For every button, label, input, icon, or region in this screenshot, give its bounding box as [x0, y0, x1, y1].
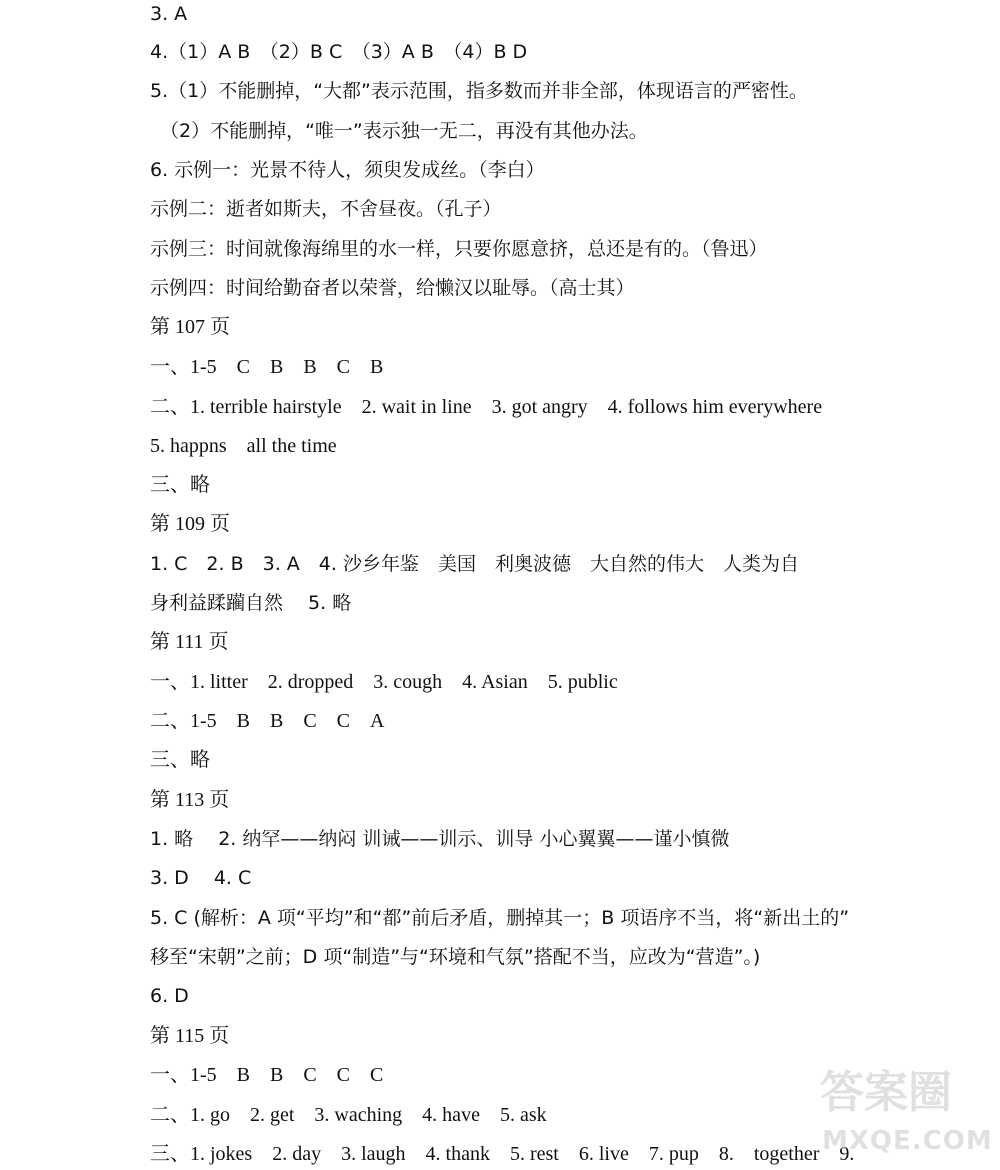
answer-line-107-3: 三、略 [150, 474, 210, 496]
example-line-4: 示例四：时间给勤奋者以荣誉，给懒汉以耻辱。（高士其） [150, 277, 635, 299]
answer-line-113-3: 3. D 4. C [150, 867, 252, 889]
answer-line-113-6: 6. D [150, 985, 189, 1007]
answer-line-113-5b: 移至“宋朝”之前；D 项“制造”与“环境和气氛”搭配不当，应改为“营造”。) [150, 946, 761, 968]
answer-line-113-5: 5. C (解析：A 项“平均”和“都”前后矛盾，删掉其一；B 项语序不当，将“新出土的” [150, 907, 850, 929]
page-heading-113: 第 113 页 [150, 789, 230, 811]
answer-line-113-1: 1. 略 2. 纳罕——纳闷 训诫——训示、训导 小心翼翼——谨小慎微 [150, 828, 730, 850]
answer-line-5-1: 5.（1）不能删掉，“大都”表示范围，指多数而并非全部，体现语言的严密性。 [150, 80, 808, 102]
answer-line-111-3: 三、略 [150, 749, 210, 771]
page-heading-115: 第 115 页 [150, 1025, 230, 1047]
answer-line-107-1: 一、1-5 C B B C B [150, 356, 384, 378]
example-line-3: 示例三：时间就像海绵里的水一样，只要你愿意挤，总还是有的。（鲁迅） [150, 238, 768, 260]
answer-line-5-2: （2）不能删掉，“唯一”表示独一无二，再没有其他办法。 [160, 120, 648, 142]
answer-line-109-1: 1. C 2. B 3. A 4. 沙乡年鉴 美国 利奥波德 大自然的伟大 人类为自 [150, 553, 799, 575]
answer-line-4: 4.（1）A B （2）B C （3）A B （4）B D [150, 41, 528, 63]
answer-line-6: 6. 示例一：光景不待人，须臾发成丝。（李白） [150, 159, 545, 181]
example-line-2: 示例二：逝者如斯夫，不舍昼夜。（孔子） [150, 198, 502, 220]
page-heading-107: 第 107 页 [150, 316, 230, 338]
answer-line-109-2: 身利益蹂躏自然 5. 略 [150, 592, 352, 614]
page-heading-109: 第 109 页 [150, 513, 230, 535]
watermark-url: MXQE.COM [822, 1126, 993, 1156]
answer-line-107-2: 二、1. terrible hairstyle 2. wait in line 3. got angry 4. follows him everywhere [150, 396, 823, 418]
page-heading-111: 第 111 页 [150, 631, 229, 653]
answer-line-115-2: 二、1. go 2. get 3. waching 4. have 5. ask [150, 1104, 547, 1126]
answer-line-115-1: 一、1-5 B B C C C [150, 1064, 384, 1086]
answer-line-115-3: 三、1. jokes 2. day 3. laugh 4. thank 5. rest 6. live 7. pup 8. together 9. [150, 1143, 855, 1165]
watermark-logo [820, 1068, 995, 1168]
watermark-text: 答案圈 [820, 1067, 952, 1118]
answer-line-111-2: 二、1-5 B B C C A [150, 710, 385, 732]
answer-line-111-1: 一、1. litter 2. dropped 3. cough 4. Asian 5. public [150, 671, 618, 693]
answer-line-3: 3. A [150, 3, 188, 25]
answer-line-107-2b: 5. happns all the time [150, 435, 337, 457]
